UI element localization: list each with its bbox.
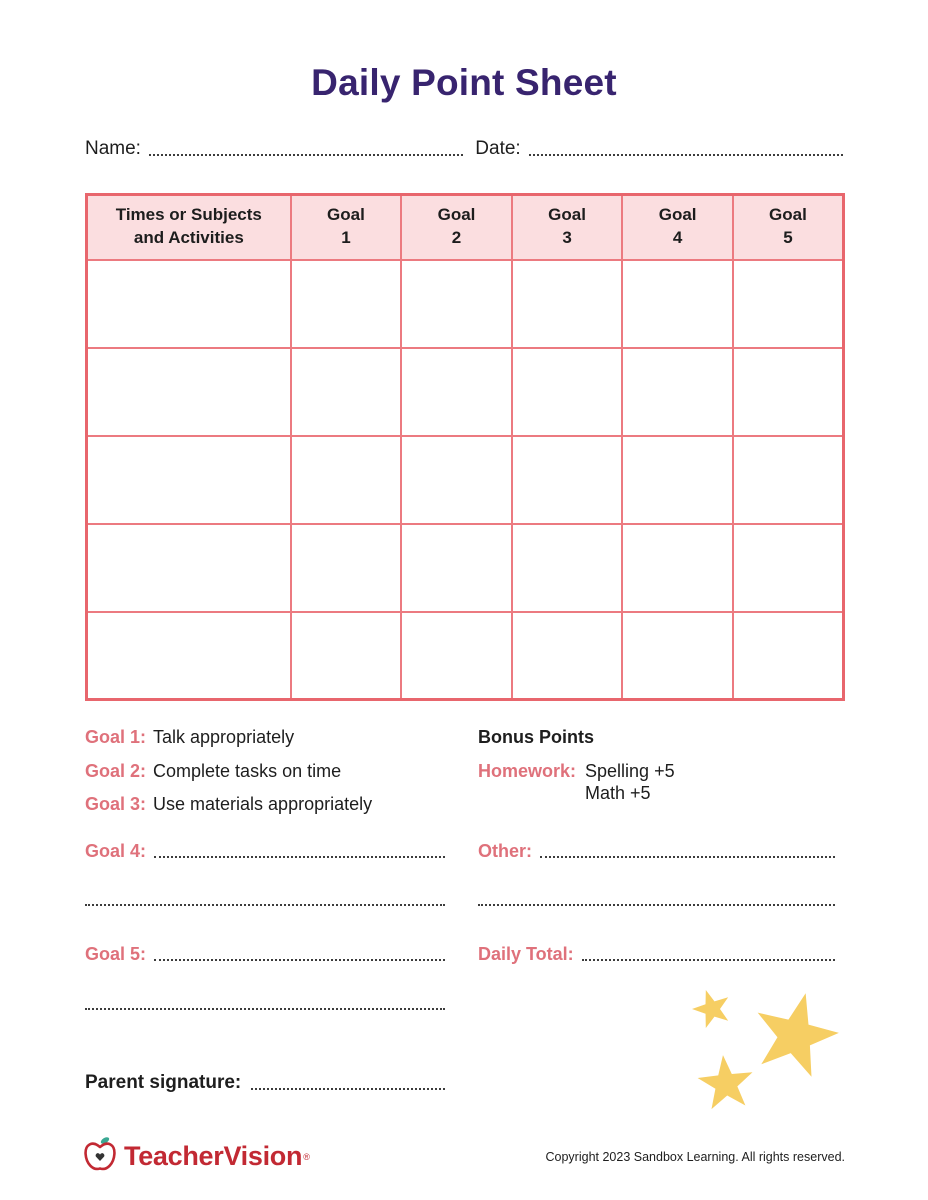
table-cell: [87, 612, 291, 700]
copyright-text: Copyright 2023 Sandbox Learning. All rights reserved.: [545, 1150, 845, 1164]
points-table: [85, 193, 845, 701]
name-date-row: [85, 138, 843, 160]
table-cell: [733, 524, 844, 612]
table-cell: [512, 612, 623, 700]
table-cell: [512, 348, 623, 436]
table-cell: [512, 436, 623, 524]
goals-list: [85, 727, 465, 828]
bonus-points-heading: Bonus Points: [478, 727, 594, 747]
goal-3-line: [85, 794, 465, 815]
table-cell: [512, 524, 623, 612]
homework-row: [478, 761, 843, 805]
table-cell: [622, 436, 733, 524]
date-fill-line: [529, 142, 843, 156]
goal-1-label: Goal 1:: [85, 727, 147, 747]
goal-4-row: [85, 841, 445, 862]
header-line2: 2: [451, 228, 462, 248]
header-line2: 3: [562, 228, 572, 248]
goal-2-text: Complete tasks on time: [153, 760, 342, 781]
daily-total-row: [478, 944, 835, 965]
table-cell: [733, 348, 844, 436]
other-fill-line: [540, 844, 835, 858]
page-title: Daily Point Sheet: [311, 62, 617, 103]
goal-1-text: Talk appropriately: [153, 727, 295, 747]
header-line1: Times or Subjects: [115, 205, 262, 225]
goal-2-label: Goal 2:: [85, 760, 147, 781]
goal-3-label: Goal 3:: [85, 794, 147, 814]
table-cell: [291, 260, 402, 348]
homework-values: [585, 761, 675, 805]
table-cell: [622, 260, 733, 348]
homework-label: Homework:: [478, 761, 577, 781]
name-fill-line: [149, 142, 463, 156]
header-line1: Goal: [327, 205, 365, 225]
table-cell: [512, 260, 623, 348]
header-line1: Goal: [437, 205, 476, 225]
parent-signature-fill-line: [251, 1076, 445, 1090]
table-header-row: [87, 195, 844, 260]
goal-5-fill-line: [154, 947, 445, 961]
table-row: [87, 348, 844, 436]
table-cell: [622, 524, 733, 612]
header-line2: and Activities: [133, 228, 244, 248]
date-label: Date:: [475, 138, 521, 159]
table-cell: [87, 524, 291, 612]
table-cell: [733, 260, 844, 348]
goal-1-line: [85, 727, 465, 748]
apple-logo-icon: [82, 1134, 118, 1179]
homework-line-spelling: Spelling +5: [585, 761, 675, 781]
homework-line-math: Math +5: [585, 782, 651, 803]
table-row: [87, 260, 844, 348]
table-cell: [401, 348, 512, 436]
table-cell: [401, 260, 512, 348]
goal-4-label: Goal 4:: [85, 841, 147, 861]
other-label: Other:: [478, 841, 532, 861]
goal-4-fill-line: [154, 844, 445, 858]
teachervision-logo: [82, 1134, 310, 1179]
goal-4-extra-fill-line: [85, 888, 445, 906]
goal-2-line: [85, 761, 465, 782]
table-row: [87, 436, 844, 524]
header-line1: Goal: [769, 205, 807, 225]
table-row: [87, 524, 844, 612]
table-header-times-subjects: [87, 195, 291, 260]
table-cell: [87, 436, 291, 524]
parent-signature-row: [85, 1072, 445, 1094]
table-cell: [401, 436, 512, 524]
other-row: [478, 841, 835, 862]
daily-total-fill-line: [582, 947, 835, 961]
table-cell: [87, 348, 291, 436]
goal-5-label: Goal 5:: [85, 944, 147, 964]
table-cell: [401, 612, 512, 700]
table-row: [87, 612, 844, 700]
bonus-points-section: [478, 727, 843, 805]
name-label: Name:: [85, 138, 141, 159]
table-cell: [622, 348, 733, 436]
table-header-goal-4: [622, 195, 733, 260]
table-cell: [401, 524, 512, 612]
goal-5-row: [85, 944, 445, 965]
logo-text: TeacherVision: [124, 1141, 303, 1171]
header-line1: Goal: [548, 205, 586, 225]
header-line2: 4: [672, 228, 683, 248]
header-line2: 1: [341, 228, 351, 248]
table-header-goal-2: [401, 195, 512, 260]
registered-mark: ®: [303, 1151, 310, 1162]
header-line2: 5: [783, 228, 793, 248]
other-extra-fill-line: [478, 888, 835, 906]
table-cell: [291, 348, 402, 436]
stars-icon: [676, 982, 844, 1121]
table-cell: [733, 436, 844, 524]
table-header-goal-3: [512, 195, 623, 260]
table-cell: [291, 612, 402, 700]
table-cell: [291, 436, 402, 524]
table-header-goal-1: [291, 195, 402, 260]
table-cell: [291, 524, 402, 612]
table-cell: [622, 612, 733, 700]
goal-5-extra-fill-line: [85, 992, 445, 1010]
table-cell: [733, 612, 844, 700]
parent-signature-label: Parent signature:: [85, 1072, 242, 1093]
header-line1: Goal: [658, 205, 697, 225]
daily-total-label: Daily Total:: [478, 944, 574, 964]
goal-3-text: Use materials appropriately: [153, 794, 373, 814]
table-header-goal-5: [733, 195, 844, 260]
table-cell: [87, 260, 291, 348]
